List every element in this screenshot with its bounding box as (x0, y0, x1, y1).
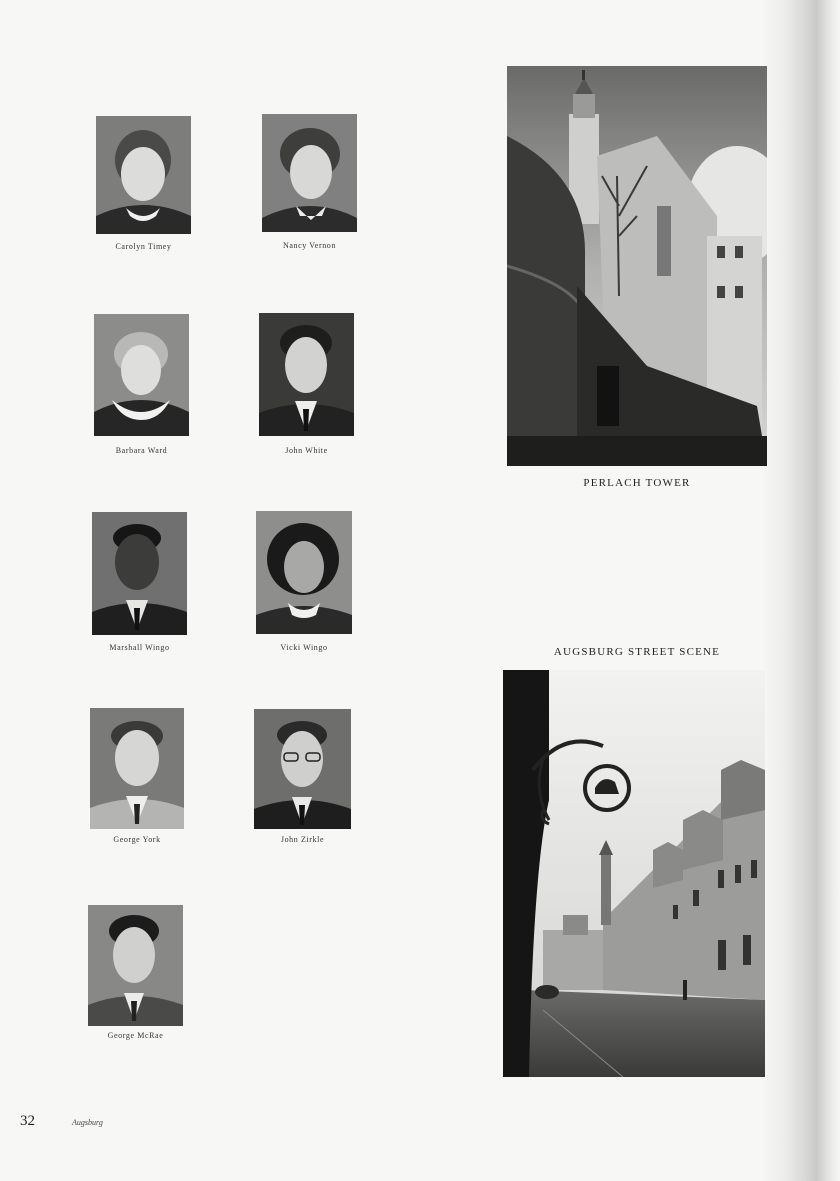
page-number: 32 (20, 1113, 35, 1129)
portrait-caption: Vicki Wingo (280, 643, 328, 652)
portrait-photo (256, 511, 352, 634)
portrait-photo (254, 709, 351, 829)
portrait-caption: Nancy Vernon (282, 241, 337, 250)
portrait-caption: John White (285, 446, 328, 455)
portrait-caption: Barbara Ward (115, 446, 168, 455)
street-scene-photo (503, 670, 765, 1077)
portrait-caption: Carolyn Timey (115, 242, 172, 251)
portrait-photo (262, 114, 357, 232)
portrait-photo (88, 905, 183, 1026)
street-scene-caption: AUGSBURG STREET SCENE (553, 646, 721, 658)
portrait-caption: John Zirkle (280, 835, 325, 844)
portrait-photo (94, 314, 189, 436)
perlach-tower-photo (507, 66, 767, 466)
portrait-photo (96, 116, 191, 234)
portrait-caption: George York (113, 835, 161, 844)
portrait-caption: Marshall Wingo (109, 643, 170, 652)
portrait-photo (92, 512, 187, 635)
running-head: Augsburg (72, 1118, 103, 1127)
portrait-photo (259, 313, 354, 436)
portrait-caption: George McRae (107, 1031, 164, 1040)
page-binding-edge (762, 0, 840, 1181)
perlach-tower-caption: PERLACH TOWER (583, 477, 691, 489)
portrait-photo (90, 708, 184, 829)
